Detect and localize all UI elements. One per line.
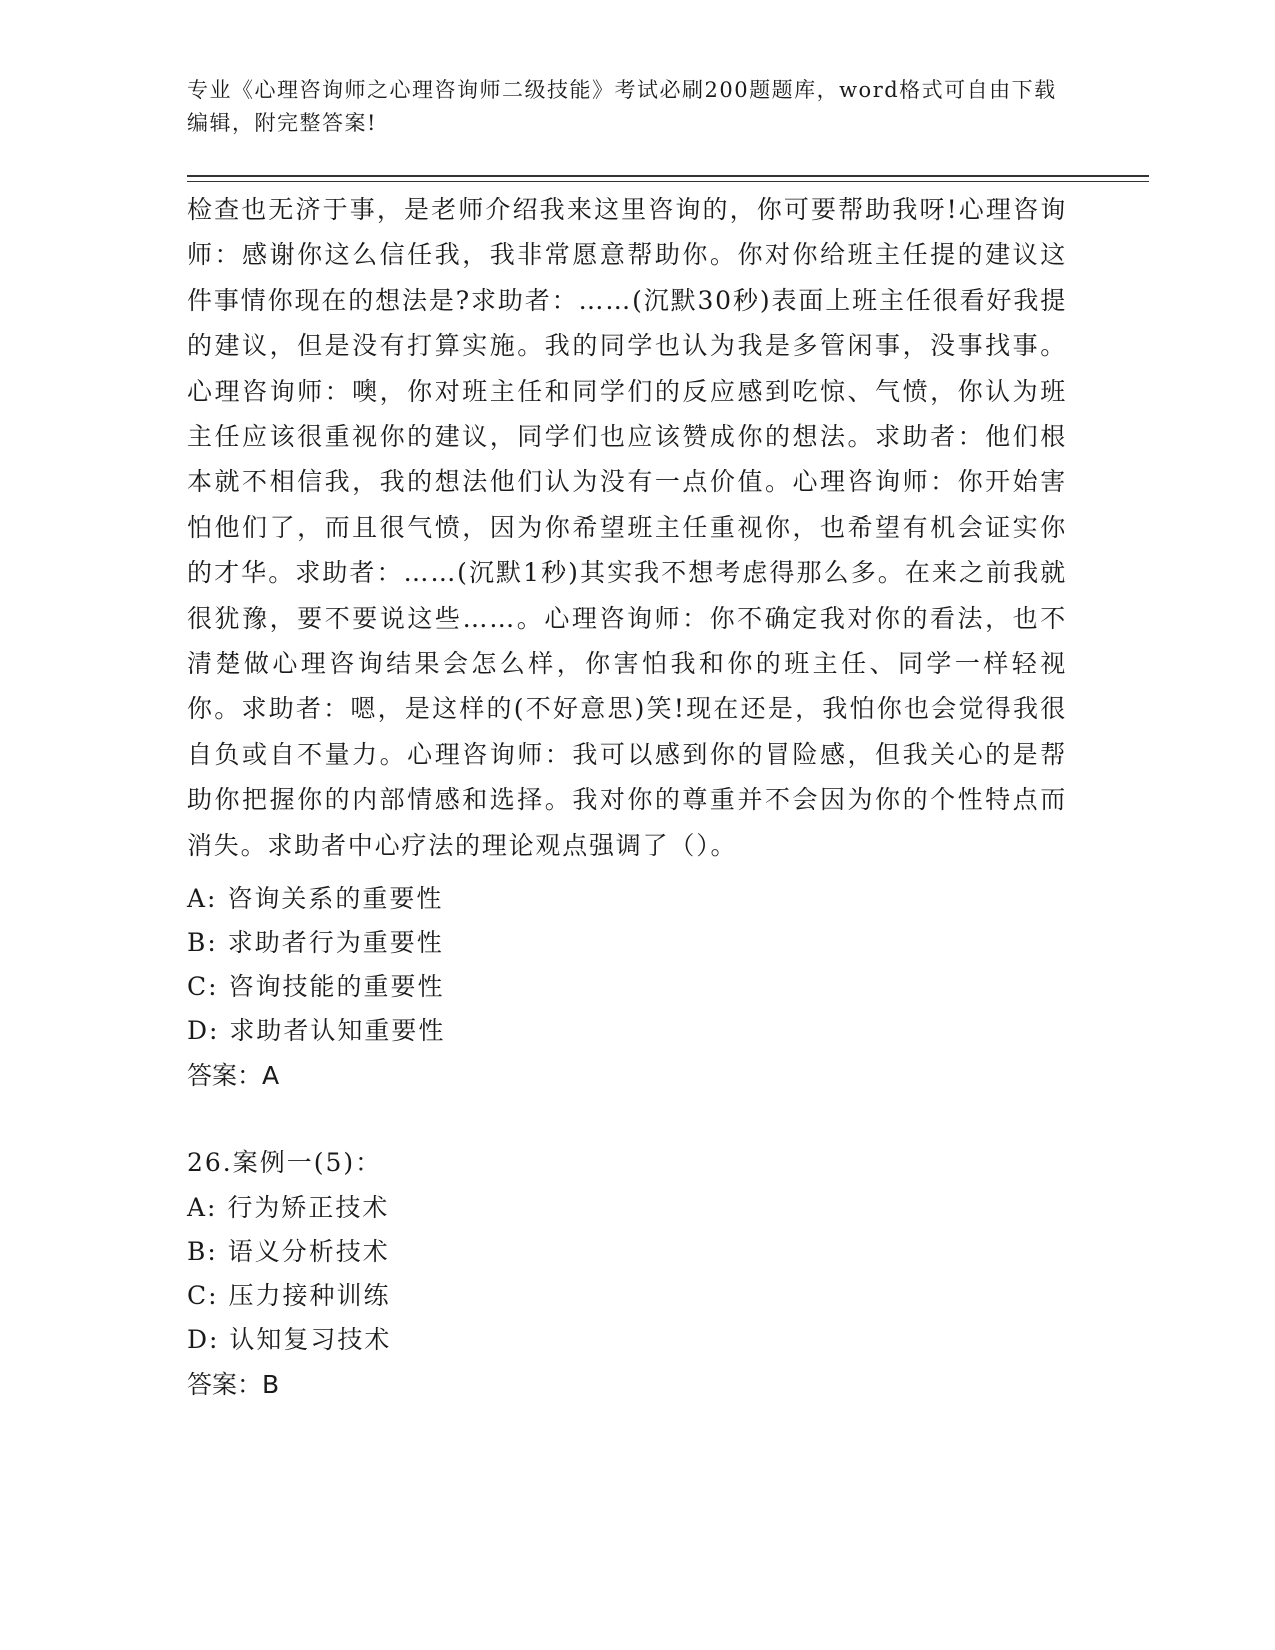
option-d: D: 认知复习技术 — [187, 1325, 392, 1354]
option-b: B: 求助者行为重要性 — [187, 928, 444, 957]
option-a: A: 咨询关系的重要性 — [187, 884, 444, 913]
question-stem: 26.案例一(5)： — [187, 1148, 383, 1177]
header-divider-thin — [187, 181, 1149, 182]
option-d: D: 求助者认知重要性 — [187, 1016, 446, 1045]
answer-label: 答案：B — [187, 1370, 280, 1399]
option-b: B: 语义分析技术 — [187, 1237, 390, 1266]
option-c: C: 咨询技能的重要性 — [187, 972, 445, 1001]
answer-label: 答案：A — [187, 1061, 280, 1090]
header-divider — [187, 175, 1149, 177]
page-header-title: 专业《心理咨询师之心理咨询师二级技能》考试必刷200题题库，word格式可自由下载编辑，附完整答案! — [187, 78, 1057, 135]
question-passage: 检查也无济于事，是老师介绍我来这里咨询的，你可要帮助我呀!心理咨询师：感谢你这么信任我，我非常愿意帮助你。你对你给班主任提的建议这件事情你现在的想法是?求助者：……(沉默30秒)表面上班主任很看好我提的建议，但是没有打算实施。我的同学也认为我是多管闲事，没事找事。心理咨询师：噢，你对班主任和同学们的反应感到吃惊、气愤，你认为班主任应该很重视你的建议，同学们也应该赞成你的想法。求助者：他们根本就不相信我，我的想法他们认为没有一点价值。心理咨询师：你开始害怕他们了，而且很气愤，因为你希望班主任重视你，也希望有机会证实你的才华。求助者：……(沉默1秒)其实我不想考虑得那么多。在来之前我就很犹豫，要不要说这些……。心理咨询师：你不确定我对你的看法，也不清楚做心理咨询结果会怎么样，你害怕我和你的班主任、同学一样轻视你。求助者：嗯，是这样的(不好意思)笑!现在还是，我怕你也会觉得我很自负或自不量力。心理咨询师：我可以感到你的冒险感，但我关心的是帮助你把握你的内部情感和选择。我对你的尊重并不会因为你的个性特点而消失。求助者中心疗法的理论观点强调了（）。 — [187, 195, 1067, 860]
option-a: A: 行为矫正技术 — [187, 1193, 390, 1222]
option-c: C: 压力接种训练 — [187, 1281, 391, 1310]
